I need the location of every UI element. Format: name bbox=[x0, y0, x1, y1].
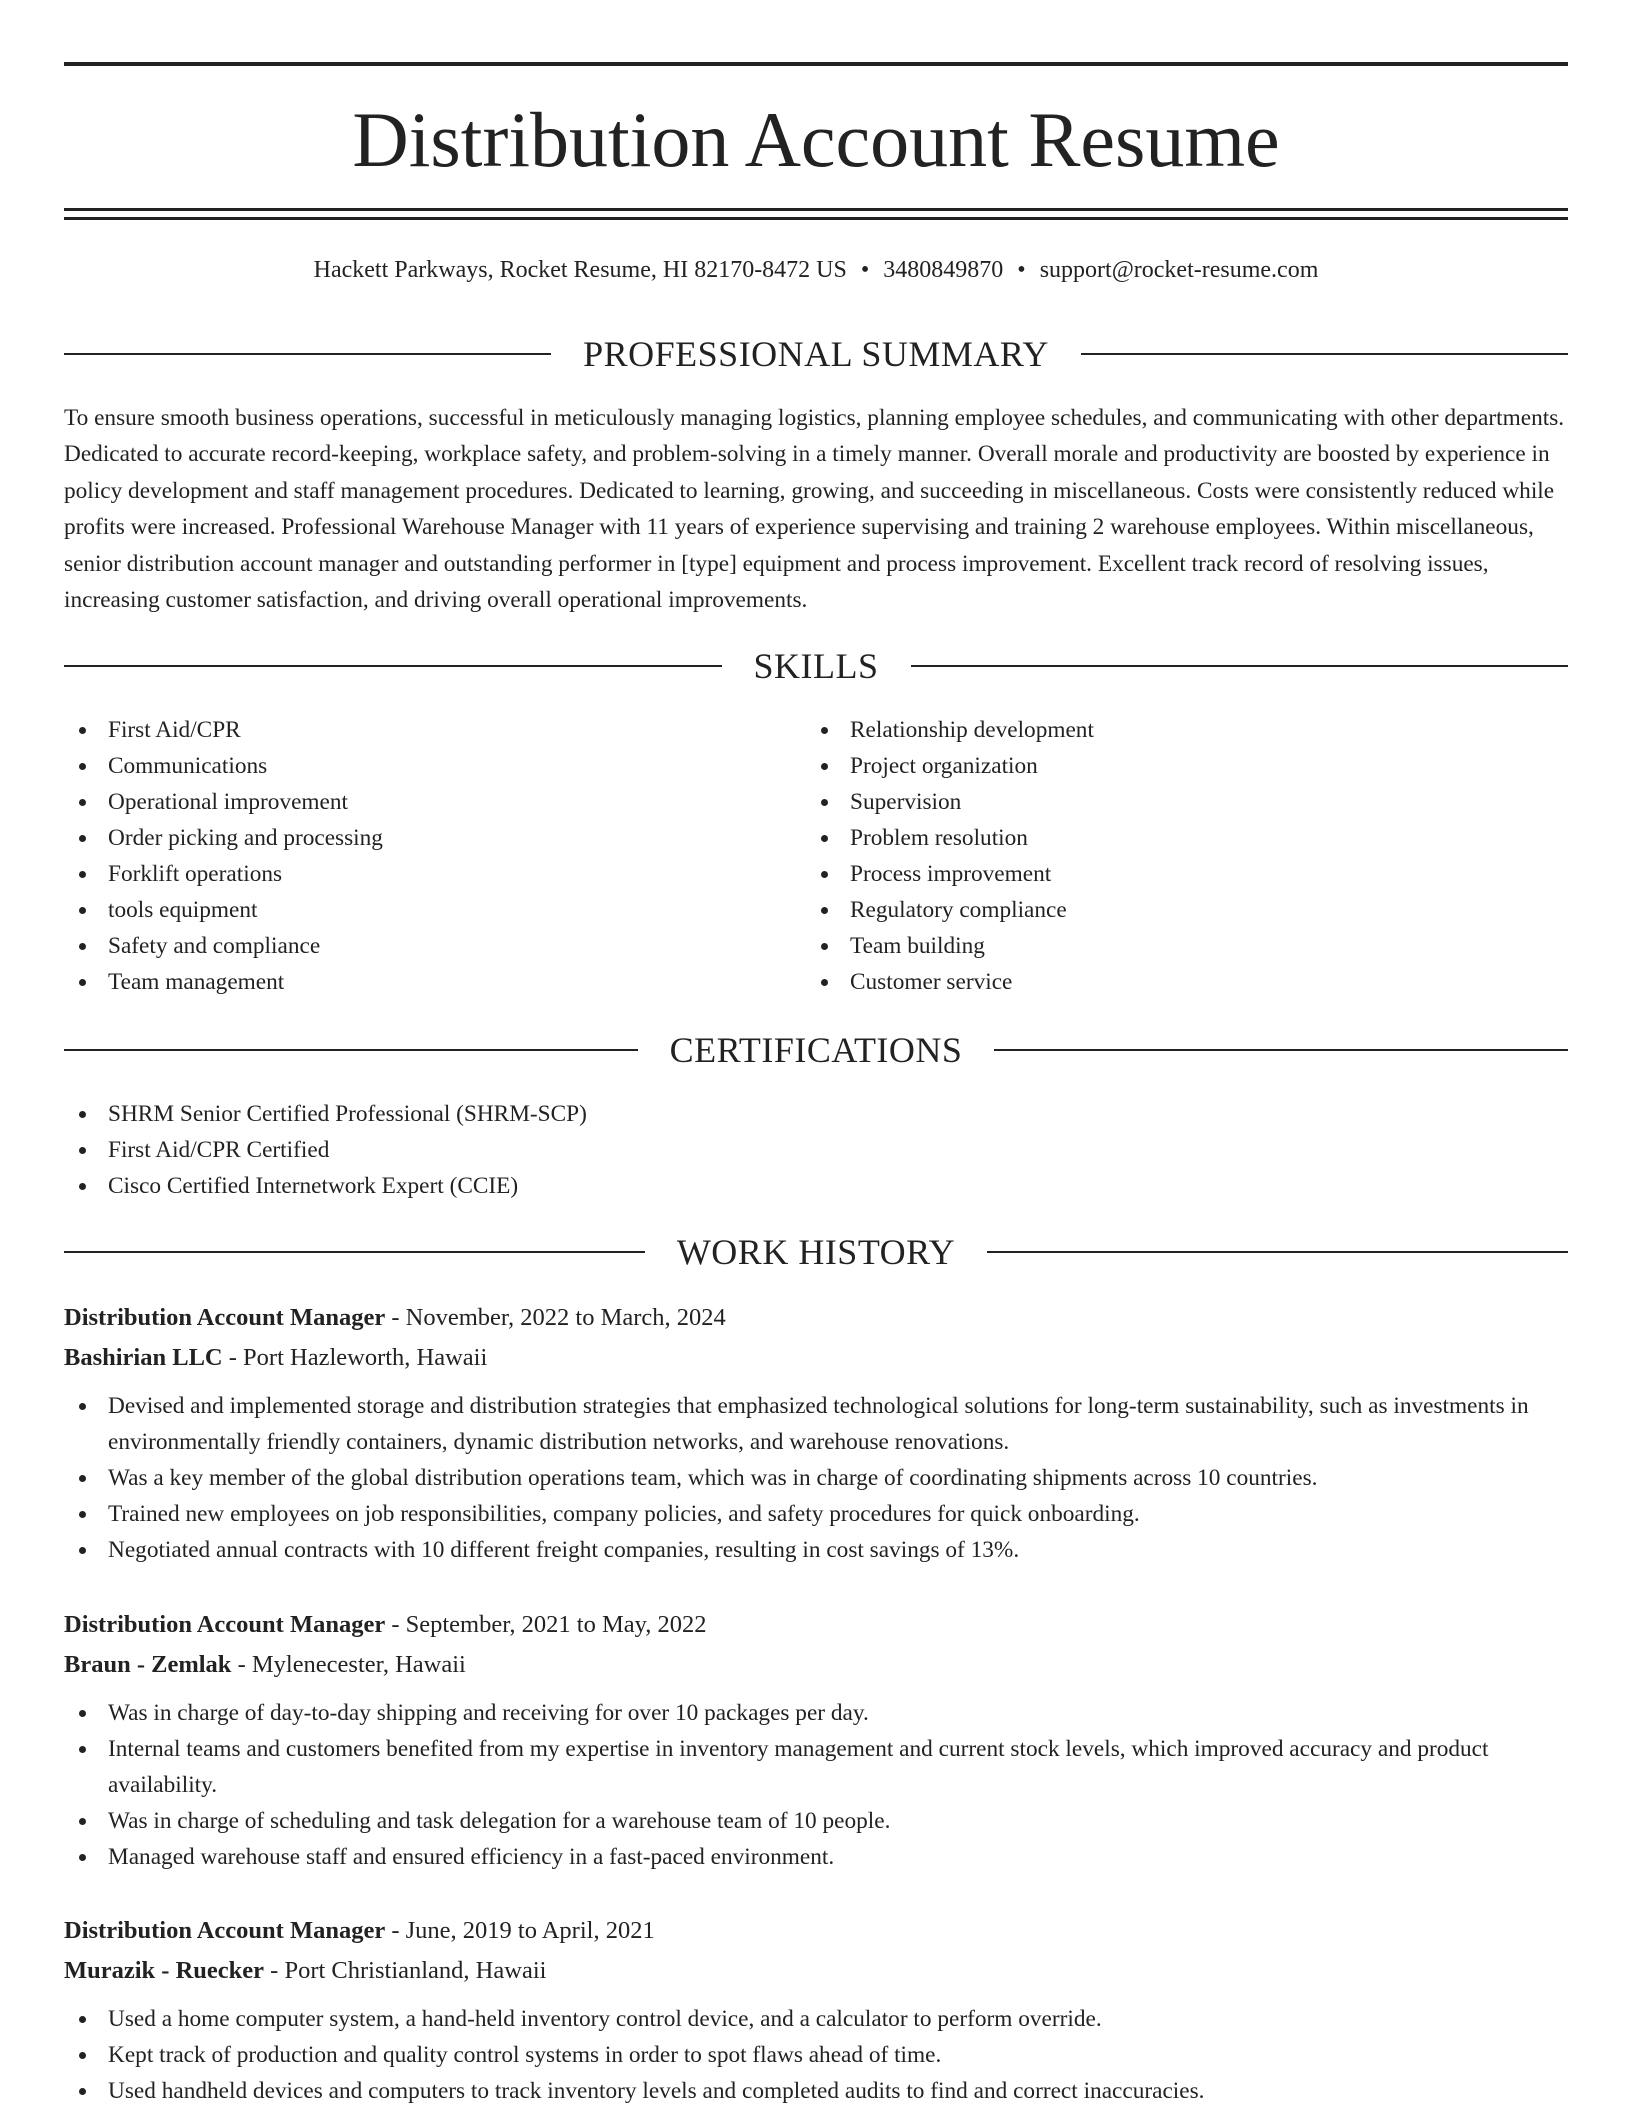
list-item: Team management bbox=[64, 964, 806, 1000]
job-role: Distribution Account Manager bbox=[64, 1611, 386, 1638]
job-dates: - November, 2022 to March, 2024 bbox=[385, 1304, 726, 1331]
list-item: Team building bbox=[806, 928, 1548, 964]
list-item: Devised and implemented storage and distribution strategies that emphasized technological solutions for long-term sustainability, such as investments in environmentally friendly containers, dynamic distribution networks, and warehouse renovations. bbox=[64, 1388, 1568, 1460]
summary-text: To ensure smooth business operations, successful in meticulously managing logistics, planning employee schedules, and communicating with other departments. Dedicated to accurate record-keeping, workplace safety, and problem-solving in a timely manner. Overall morale and productivity are boosted by experience in policy development and staff management procedures. Dedicated to learning, growing, and succeeding in miscellaneous. Costs were consistently reduced while profits were increased. Professional Warehouse Manager with 11 years of experience supervising and training 2 warehouse employees. Within miscellaneous, senior distribution account manager and outstanding performer in [type] equipment and process improvement. Excellent track record of resolving issues, increasing customer satisfaction, and driving overall operational improvements. bbox=[64, 405, 1565, 614]
section-title: WORK HISTORY bbox=[676, 1232, 956, 1272]
section-title: CERTIFICATIONS bbox=[669, 1030, 963, 1070]
job-bullets bbox=[64, 1388, 1568, 1568]
list-item: Customer service bbox=[806, 964, 1548, 1000]
list-item: Trained new employees on job responsibilities, company policies, and safety procedures for quick onboarding. bbox=[64, 1496, 1568, 1532]
job-company: Murazik - Ruecker bbox=[64, 1957, 265, 1984]
list-item: Cisco Certified Internetwork Expert (CCIE) bbox=[64, 1168, 1568, 1204]
skills-list-right bbox=[806, 712, 1548, 1000]
list-item: tools equipment bbox=[64, 892, 806, 928]
contact-phone: 3480849870 bbox=[883, 257, 1004, 283]
list-item: Internal teams and customers benefited from my expertise in inventory management and current stock levels, which improved accuracy and product availability. bbox=[64, 1731, 1568, 1803]
page-title: Distribution Account Resume bbox=[352, 96, 1280, 183]
job-bullets bbox=[64, 2001, 1568, 2109]
job-company-line bbox=[64, 1951, 1568, 1991]
contact-email: support@rocket-resume.com bbox=[1039, 257, 1319, 283]
list-item: Was a key member of the global distribution operations team, which was in charge of coordinating shipments across 10 countries. bbox=[64, 1460, 1568, 1496]
list-item: Order picking and processing bbox=[64, 820, 806, 856]
list-item: Forklift operations bbox=[64, 856, 806, 892]
list-item: Negotiated annual contracts with 10 different freight companies, resulting in cost savings of 13%. bbox=[64, 1532, 1568, 1568]
section-header-skills bbox=[64, 646, 1568, 686]
list-item: Project organization bbox=[806, 748, 1548, 784]
job-dates: - September, 2021 to May, 2022 bbox=[385, 1611, 707, 1638]
list-item: Operational improvement bbox=[64, 784, 806, 820]
section-header-work-history bbox=[64, 1232, 1568, 1272]
list-item: SHRM Senior Certified Professional (SHRM-SCP) bbox=[64, 1096, 1568, 1132]
title-double-rule bbox=[64, 208, 1568, 220]
job-title-line bbox=[64, 1605, 1568, 1645]
list-item: Managed warehouse staff and ensured efficiency in a fast-paced environment. bbox=[64, 1839, 1568, 1875]
job-entry bbox=[64, 1911, 1568, 2109]
list-item: Was in charge of scheduling and task delegation for a warehouse team of 10 people. bbox=[64, 1803, 1568, 1839]
contact-separator: • bbox=[860, 257, 870, 283]
section-rule bbox=[64, 353, 551, 355]
section-rule bbox=[64, 1049, 638, 1051]
list-item: Used a home computer system, a hand-held inventory control device, and a calculator to perform override. bbox=[64, 2001, 1568, 2037]
contact-separator: • bbox=[1017, 257, 1026, 283]
section-title: SKILLS bbox=[753, 646, 879, 686]
section-rule bbox=[1081, 353, 1568, 355]
section-rule bbox=[911, 665, 1569, 667]
section-rule bbox=[64, 665, 722, 667]
job-location: - Port Hazleworth, Hawaii bbox=[222, 1344, 488, 1371]
section-rule bbox=[987, 1251, 1568, 1253]
list-item: Was in charge of day-to-day shipping and receiving for over 10 packages per day. bbox=[64, 1695, 1568, 1731]
job-company: Braun - Zemlak bbox=[64, 1651, 232, 1678]
job-location: - Mylenecester, Hawaii bbox=[231, 1651, 466, 1678]
job-bullets bbox=[64, 1695, 1568, 1875]
contact-line bbox=[64, 254, 1568, 286]
list-item: Relationship development bbox=[806, 712, 1548, 748]
list-item: Safety and compliance bbox=[64, 928, 806, 964]
job-role: Distribution Account Manager bbox=[64, 1304, 386, 1331]
job-title-line bbox=[64, 1911, 1568, 1951]
list-item: Communications bbox=[64, 748, 806, 784]
job-location: - Port Christianland, Hawaii bbox=[264, 1957, 547, 1984]
job-dates: - June, 2019 to April, 2021 bbox=[385, 1917, 655, 1944]
contact-address: Hackett Parkways, Rocket Resume, HI 82170-8472 US bbox=[313, 257, 847, 283]
section-header-summary bbox=[64, 334, 1568, 374]
list-item: Regulatory compliance bbox=[806, 892, 1548, 928]
job-company-line bbox=[64, 1338, 1568, 1378]
list-item: Kept track of production and quality control systems in order to spot flaws ahead of time. bbox=[64, 2037, 1568, 2073]
job-company: Bashirian LLC bbox=[64, 1344, 223, 1371]
skills-list-left bbox=[64, 712, 806, 1000]
section-title: PROFESSIONAL SUMMARY bbox=[583, 334, 1049, 374]
section-rule bbox=[64, 1251, 645, 1253]
job-title-line bbox=[64, 1298, 1568, 1338]
list-item: Problem resolution bbox=[806, 820, 1548, 856]
job-entry bbox=[64, 1605, 1568, 1875]
skills-columns bbox=[64, 712, 1568, 1000]
certifications-list bbox=[64, 1096, 1568, 1204]
list-item: Process improvement bbox=[806, 856, 1548, 892]
list-item: First Aid/CPR bbox=[64, 712, 806, 748]
list-item: Supervision bbox=[806, 784, 1548, 820]
list-item: First Aid/CPR Certified bbox=[64, 1132, 1568, 1168]
top-rule bbox=[64, 62, 1568, 66]
job-entry bbox=[64, 1298, 1568, 1568]
job-role: Distribution Account Manager bbox=[64, 1917, 386, 1944]
section-header-certifications bbox=[64, 1030, 1568, 1070]
section-rule bbox=[994, 1049, 1568, 1051]
list-item: Used handheld devices and computers to track inventory levels and completed audits to find and correct inaccuracies. bbox=[64, 2073, 1568, 2109]
job-company-line bbox=[64, 1645, 1568, 1685]
